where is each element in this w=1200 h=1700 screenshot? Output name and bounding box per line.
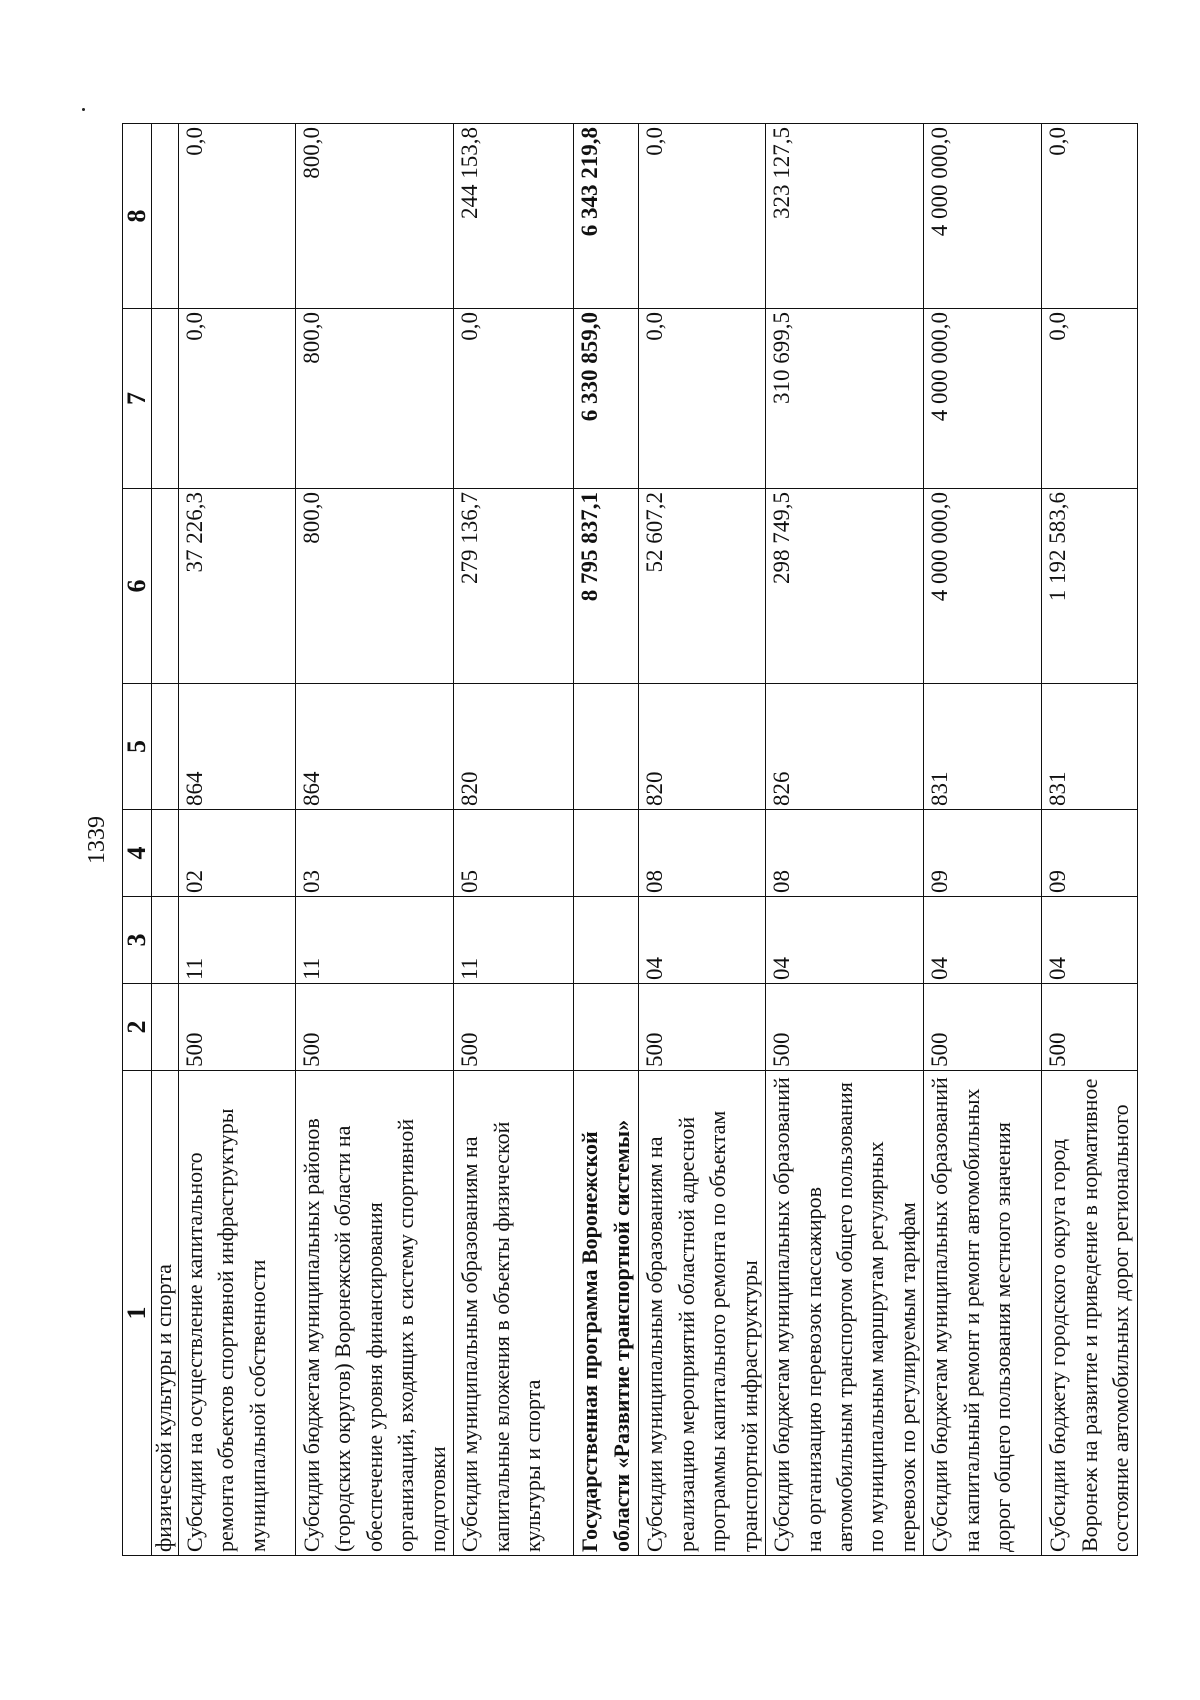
col-8-amount: 4 000 000,0 xyxy=(924,124,1042,309)
col-2-code: 500 xyxy=(454,984,574,1071)
table-row xyxy=(924,124,1042,1556)
col-4-code xyxy=(574,810,639,897)
table-row xyxy=(296,124,454,1556)
col-7-amount: 4 000 000,0 xyxy=(924,309,1042,489)
row-description: Субсидии муниципальным образованиям на реализацию мероприятий областной адресной программы капитального ремонта по объектам транспортной инфраструктуры xyxy=(639,1071,766,1556)
col-6-amount: 279 136,7 xyxy=(454,489,574,684)
header-col-1: 1 xyxy=(123,1071,152,1556)
col-3-code: 04 xyxy=(639,897,766,984)
col-4-code: 08 xyxy=(639,810,766,897)
rotated-table-block xyxy=(84,124,1200,1556)
col-7-amount: 310 699,5 xyxy=(766,309,924,489)
col-3-code: 11 xyxy=(179,897,296,984)
col-4-code: 09 xyxy=(924,810,1042,897)
header-col-6: 6 xyxy=(123,489,152,684)
header-col-8: 8 xyxy=(123,124,152,309)
col-8-amount: 0,0 xyxy=(639,124,766,309)
empty-cell xyxy=(152,984,179,1071)
col-2-code: 500 xyxy=(179,984,296,1071)
col-2-code: 500 xyxy=(1042,984,1137,1071)
row-description: Субсидии бюджетам муниципальных образований на капитальный ремонт и ремонт автомобильных дорог общего пользования местного значения xyxy=(924,1071,1042,1556)
budget-table xyxy=(122,123,1138,1556)
col-5-code: 864 xyxy=(296,684,454,810)
col-2-code: 500 xyxy=(924,984,1042,1071)
col-7-amount: 0,0 xyxy=(639,309,766,489)
table-row xyxy=(454,124,574,1556)
col-5-code: 831 xyxy=(924,684,1042,810)
scan-speck xyxy=(82,108,85,111)
col-7-amount: 6 330 859,0 xyxy=(574,309,639,489)
col-5-code: 864 xyxy=(179,684,296,810)
col-4-code: 05 xyxy=(454,810,574,897)
col-5-code xyxy=(574,684,639,810)
col-3-code: 04 xyxy=(1042,897,1137,984)
empty-cell xyxy=(152,684,179,810)
col-5-code: 820 xyxy=(639,684,766,810)
empty-cell xyxy=(152,489,179,684)
header-col-3: 3 xyxy=(123,897,152,984)
col-5-code: 820 xyxy=(454,684,574,810)
continuation-text: физической культуры и спорта xyxy=(152,1071,179,1556)
col-6-amount: 37 226,3 xyxy=(179,489,296,684)
col-2-code: 500 xyxy=(296,984,454,1071)
col-4-code: 09 xyxy=(1042,810,1137,897)
col-3-code: 04 xyxy=(766,897,924,984)
header-col-7: 7 xyxy=(123,309,152,489)
row-description: Субсидии на осуществление капитального ремонта объектов спортивной инфраструктуры муниципальной собственности xyxy=(179,1071,296,1556)
col-3-code: 11 xyxy=(454,897,574,984)
col-8-amount: 6 343 219,8 xyxy=(574,124,639,309)
row-description: Субсидии бюджетам муниципальных образований на организацию перевозок пассажиров автомобильным транспортом общего пользования по муниципальным маршрутам регулярных перевозок по регулируемым тарифам xyxy=(766,1071,924,1556)
table-row xyxy=(179,124,296,1556)
header-col-2: 2 xyxy=(123,984,152,1071)
col-7-amount: 0,0 xyxy=(1042,309,1137,489)
col-8-amount: 800,0 xyxy=(296,124,454,309)
col-6-amount: 8 795 837,1 xyxy=(574,489,639,684)
empty-cell xyxy=(152,124,179,309)
col-6-amount: 1 192 583,6 xyxy=(1042,489,1137,684)
col-6-amount: 4 000 000,0 xyxy=(924,489,1042,684)
col-2-code xyxy=(574,984,639,1071)
col-4-code: 08 xyxy=(766,810,924,897)
page-number: 1339 xyxy=(84,816,110,864)
row-description: Государственная программа Воронежской области «Развитие транспортной системы» xyxy=(574,1071,639,1556)
col-3-code: 11 xyxy=(296,897,454,984)
col-8-amount: 0,0 xyxy=(1042,124,1137,309)
col-8-amount: 0,0 xyxy=(179,124,296,309)
col-6-amount: 800,0 xyxy=(296,489,454,684)
col-2-code: 500 xyxy=(766,984,924,1071)
continuation-row xyxy=(152,124,179,1556)
col-2-code: 500 xyxy=(639,984,766,1071)
col-4-code: 02 xyxy=(179,810,296,897)
col-5-code: 826 xyxy=(766,684,924,810)
empty-cell xyxy=(152,897,179,984)
col-3-code: 04 xyxy=(924,897,1042,984)
col-6-amount: 298 749,5 xyxy=(766,489,924,684)
col-8-amount: 323 127,5 xyxy=(766,124,924,309)
col-8-amount: 244 153,8 xyxy=(454,124,574,309)
col-7-amount: 800,0 xyxy=(296,309,454,489)
col-5-code: 831 xyxy=(1042,684,1137,810)
header-row xyxy=(123,124,152,1556)
table-row xyxy=(639,124,766,1556)
empty-cell xyxy=(152,810,179,897)
row-description: Субсидии бюджетам муниципальных районов (городских округов) Воронежской области на обеспечение уровня финансирования организаций, входящих в систему спортивной подготовки xyxy=(296,1071,454,1556)
col-6-amount: 52 607,2 xyxy=(639,489,766,684)
empty-cell xyxy=(152,309,179,489)
col-7-amount: 0,0 xyxy=(179,309,296,489)
table-row xyxy=(1042,124,1137,1556)
table-row xyxy=(766,124,924,1556)
col-3-code xyxy=(574,897,639,984)
row-description: Субсидии бюджету городского округа город Воронеж на развитие и приведение в нормативное состояние автомобильных дорог регионального xyxy=(1042,1071,1137,1556)
col-4-code: 03 xyxy=(296,810,454,897)
header-col-4: 4 xyxy=(123,810,152,897)
row-description: Субсидии муниципальным образованиям на капитальные вложения в объекты физической культуры и спорта xyxy=(454,1071,574,1556)
col-7-amount: 0,0 xyxy=(454,309,574,489)
table-row xyxy=(574,124,639,1556)
header-col-5: 5 xyxy=(123,684,152,810)
